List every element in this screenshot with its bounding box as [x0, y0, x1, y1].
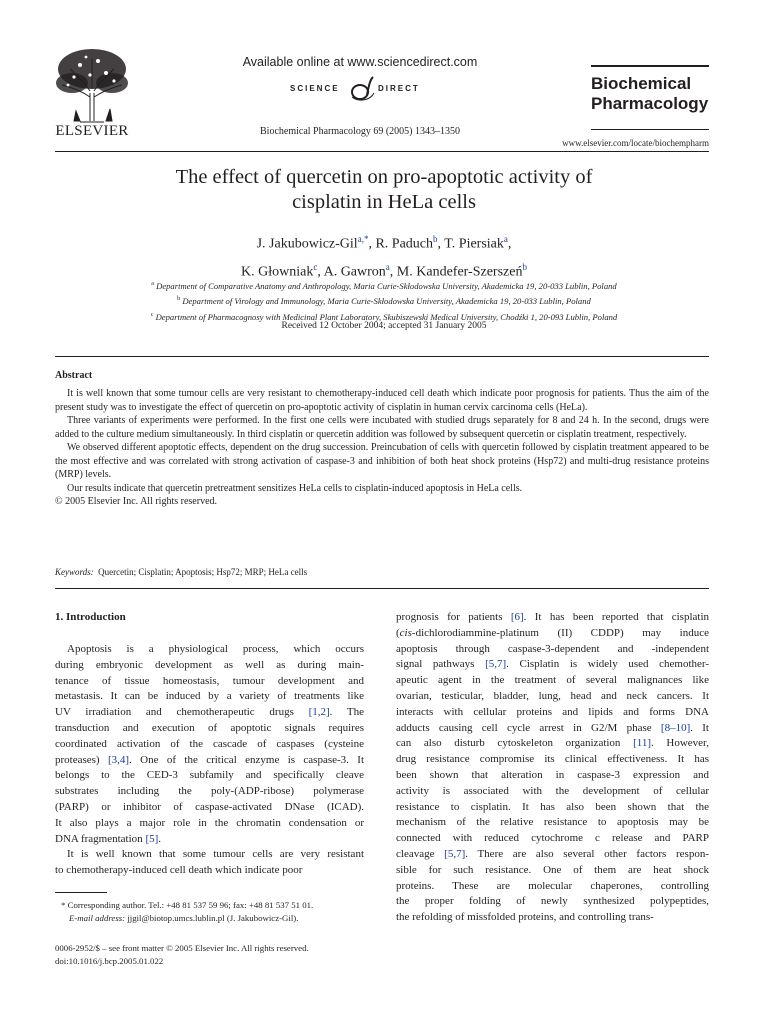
citation-link[interactable]: [5]: [145, 832, 159, 845]
author-affiliation-sup[interactable]: a: [503, 234, 508, 244]
author-line-1: [84, 228, 684, 256]
citation-link[interactable]: [5,7]: [485, 658, 507, 671]
author-name: R. Paduch: [375, 236, 434, 252]
author-name: A. Gawron: [323, 264, 386, 280]
author-name: J. Jakubowicz-Gil: [256, 236, 358, 252]
affiliation-text: Department of Pharmacognosy with Medicinal Plant Laboratory, Skubiszewski Medical University, Chodźki 1, 20-093 Lublin, Poland: [155, 311, 618, 322]
body-text-line: drug resistance compromise its clinical effectiveness. It has: [396, 753, 709, 766]
sciencedirect-d-icon: [348, 75, 376, 103]
abstract-paragraph: Three variants of experiments were performed. In the first one cells were incubated with studied drugs separately for 8 and 24 h. In the second, drugs were added to the culture medium simultaneously. In third cisplatin or quercetin addition was followed by subsequent quercetin or cisplatin treatment, respectively.: [55, 415, 709, 440]
body-text-line: It also plays a major role in the chromatin condensation or: [55, 816, 364, 829]
author-list: [84, 228, 684, 283]
received-dates: Received 12 October 2004; accepted 31 January 2005: [281, 321, 487, 331]
affiliation-sup: a: [151, 281, 154, 287]
author-affiliation-sup[interactable]: b: [433, 234, 438, 244]
article-title-line1: The effect of quercetin on pro-apoptotic activity of: [175, 166, 593, 188]
email-note: [55, 912, 375, 925]
author-separator: ,: [437, 236, 445, 252]
email-label: E-mail address:: [69, 913, 126, 923]
author-name: T. Piersiak: [444, 236, 504, 252]
body-text-line: prognosis for patients [6]. It has been reported that cisplatin: [396, 611, 710, 623]
author-affiliation-sup[interactable]: b: [522, 261, 527, 272]
body-text-line: signal pathways [5,7]. Cisplatin is widely used chemother-: [396, 658, 709, 671]
body-text-line: activity is associated with the development of cellular: [396, 784, 709, 797]
body-text-line: ovarian, testicular, bladder, lung, head and neck cancers. It: [396, 689, 709, 702]
keywords-line: [55, 567, 709, 577]
body-text-line: substrates including the poly-(ADP-ribose) polymerase: [55, 785, 364, 798]
publisher-name: ELSEVIER: [55, 123, 129, 139]
body-text-line: transduction and execution of apoptotic signals requires: [55, 721, 364, 734]
citation-link[interactable]: [8–10]: [660, 721, 691, 734]
body-text-line: sible for such resistance. One of them are heat shock: [396, 863, 709, 876]
author-affiliation-sup[interactable]: a: [385, 261, 390, 272]
affiliation-text: Department of Comparative Anatomy and Anthropology, Maria Curie-Skłodowska University, Akademicka 19, 20-033 Lublin, Poland: [156, 280, 617, 291]
abstract-paragraph: It is well known that some tumour cells are very resistant to chemotherapy-induced cell death which indicate poor prognosis for patients. Thus the aim of the present study was to investigate the effect of quercetin on pro-apoptotic activity of cisplatin in human cervix carcinoma cells (HeLa).: [55, 388, 709, 413]
body-text-line: resistance to cisplatin. It has also been shown that the: [396, 800, 709, 813]
email-address[interactable]: jjgil@biotop.umcs.lublin.pl (J. Jakubowicz-Gil).: [127, 913, 299, 923]
affiliation-b: [40, 293, 728, 308]
author-affiliation-sup[interactable]: c: [313, 261, 318, 272]
body-text-line: Apoptosis is a physiological process, which occurs: [67, 643, 364, 655]
journal-name-bottom-rule: [591, 129, 709, 130]
citation-link[interactable]: [6]: [510, 611, 524, 623]
affiliation-sup: b: [177, 296, 181, 303]
author-affiliation-sup[interactable]: a,*: [357, 234, 369, 244]
body-text-line: (PARP) or inhibitor of caspase-activated DNase (ICAD).: [55, 800, 364, 813]
body-text-line: interacts with cellular proteins and lipids and forms DNA: [396, 705, 709, 718]
body-text-line: belongs to the CED-3 subfamily and specifically cleave: [55, 769, 364, 782]
body-text-line: tenance of tissue homeostasis, tumour development and: [55, 674, 364, 687]
sciencedirect-left-text: SCIENCE: [290, 84, 340, 93]
abstract-paragraph: We observed different apoptotic effects, dependent on the drug succession. Preincubation of cells with quercetin followed by cisplatin treatment appeared to be the most effective and was correlated with strong activation of caspase-3 and inhibition of both heat shock proteins (Hsp72) and multi-drug resistance proteins (MRP) levels.: [55, 442, 709, 480]
affiliations: [40, 278, 728, 324]
available-online-text: Available online at www.sciencedirect.com: [242, 55, 478, 69]
abstract-paragraph: Our results indicate that quercetin pretreatment sensitizes HeLa cells to cisplatin-induced apoptosis in HeLa cells.: [67, 482, 523, 494]
header-rule: [55, 151, 709, 152]
journal-citation: Biochemical Pharmacology 69 (2005) 1343–1350: [260, 126, 460, 137]
citation-link[interactable]: [5,7]: [444, 847, 466, 860]
citation-link[interactable]: [11]: [633, 737, 651, 750]
author-separator: ,: [389, 264, 397, 280]
elsevier-tree-icon: [50, 45, 134, 123]
body-text-line: apoptosis through caspase-3-dependent and -independent: [396, 642, 709, 655]
body-text-line: to chemotherapy-induced cell death which indicate poor: [55, 864, 303, 877]
intro-heading: 1. Introduction: [55, 611, 126, 623]
abstract-copyright: © 2005 Elsevier Inc. All rights reserved.: [55, 496, 218, 507]
article-title-line2: cisplatin in HeLa cells: [292, 191, 476, 213]
journal-name: [591, 74, 721, 114]
issn-line: 0006-2952/$ – see front matter © 2005 Elsevier Inc. All rights reserved.: [55, 943, 309, 953]
keywords-label: Keywords:: [55, 567, 94, 577]
citation-link[interactable]: [1,2]: [308, 706, 330, 719]
elsevier-logo: [50, 45, 134, 137]
author-separator: ,: [368, 236, 376, 252]
body-text-line: adducts causing cell cycle arrest in G2/M phase [8–10]. It: [396, 721, 709, 734]
affiliation-sup: c: [150, 311, 154, 318]
sciencedirect-logo: [290, 77, 440, 103]
body-text-line: the refolding of missfolded proteins, and controlling trans-: [396, 911, 654, 924]
abstract-bottom-rule: [55, 588, 709, 589]
sciencedirect-right-text: DIRECT: [378, 84, 420, 93]
abstract-heading: Abstract: [55, 370, 93, 381]
body-text-line: cleavage [5,7]. There are also several other factors respon-: [396, 847, 710, 860]
body-text-line: can also disturb cytoskeleton organization [11]. However,: [396, 737, 710, 750]
author-separator: ,: [317, 264, 324, 280]
article-title: [84, 165, 684, 215]
corresponding-author-note: * Corresponding author. Tel.: +48 81 537 59 96; fax: +48 81 537 51 01.: [61, 900, 314, 910]
doi-line[interactable]: doi:10.1016/j.bcp.2005.01.022: [55, 956, 164, 966]
author-separator: ,: [507, 236, 512, 252]
affiliation-a: [40, 278, 728, 293]
journal-name-line1: Biochemical: [591, 74, 692, 93]
citation-link[interactable]: [3,4]: [107, 753, 130, 766]
abstract-body: [55, 387, 709, 509]
body-text-line: proteins. These are molecular chaperones, controlling: [396, 879, 709, 892]
body-text-line: during embryonic development as well as during main-: [55, 658, 364, 671]
affiliation-text: Department of Virology and Immunology, Maria Curie-Skłodowska University, Akademicka 19, 20-033 Lublin, Poland: [182, 296, 591, 307]
body-text-line: mechanism of the relative resistance to apoptosis may be: [396, 816, 709, 829]
footnote-block: [55, 899, 375, 925]
abstract-top-rule: [55, 356, 709, 357]
right-column: [396, 610, 709, 926]
keywords-list: Quercetin; Cisplatin; Apoptosis; Hsp72; MRP; HeLa cells: [98, 567, 308, 577]
body-text-line: apeutic agent in the treatment of several malignances like: [396, 674, 709, 687]
body-text-line: connected with reduced cytochrome c release and PARP: [396, 832, 709, 845]
author-name: M. Kandefer-Szerszeń: [396, 264, 523, 280]
body-text-line: the proper folding of newly synthesized polypeptides,: [396, 895, 709, 908]
body-text-line: metastasis. It can be induced by a variety of treatments like: [55, 690, 364, 703]
body-text-line: UV irradiation and chemotherapeutic drugs [1,2]. The: [55, 706, 365, 719]
body-text-line: (cis-dichlorodiammine-platinum (II) CDDP) may induce: [396, 626, 709, 639]
body-text-line: It is well known that some tumour cells are very resistant: [67, 848, 364, 861]
journal-name-top-rule: [591, 65, 709, 67]
body-text-line: proteases) [3,4]. One of the critical enzyme is caspase-3. It: [55, 753, 364, 766]
body-text-line: coordinated activation of the cascade of caspases (cysteine: [55, 737, 364, 750]
footnote-rule: [55, 892, 107, 893]
author-name: K. Głowniak: [241, 264, 314, 280]
journal-name-line2: Pharmacology: [591, 94, 709, 113]
journal-url[interactable]: www.elsevier.com/locate/biochempharm: [562, 138, 709, 148]
left-column: [55, 642, 364, 879]
body-text-line: DNA fragmentation [5].: [55, 832, 162, 845]
body-text-line: been shown that alteration in caspase-3 expression and: [396, 768, 709, 781]
